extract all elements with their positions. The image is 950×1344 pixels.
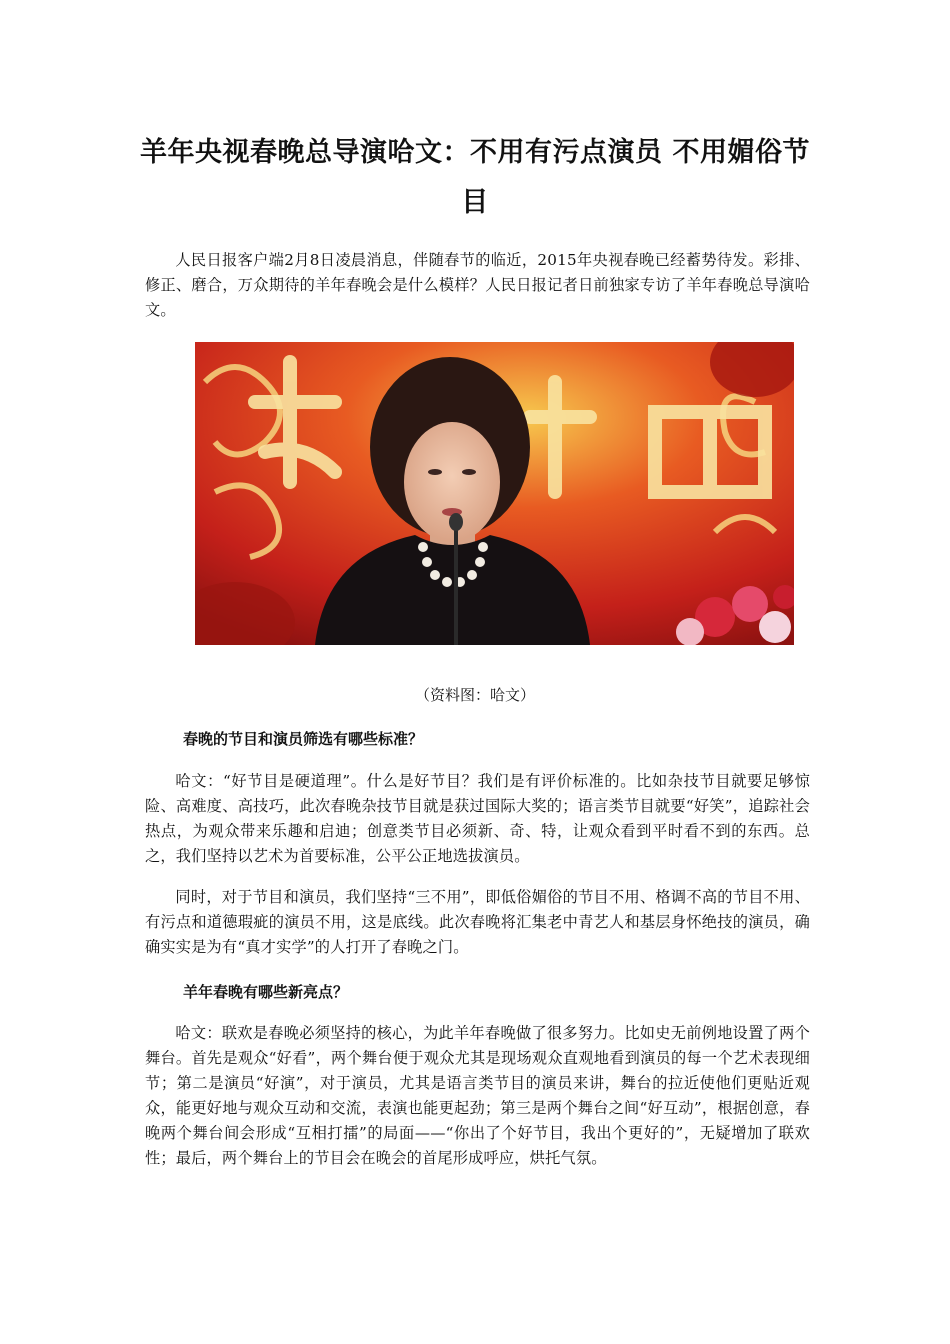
question-heading-2: 羊年春晚有哪些新亮点？	[183, 983, 349, 1001]
photo-illustration	[195, 342, 794, 645]
article-photo	[195, 342, 794, 645]
article-title: 羊年央视春晚总导演哈文：不用有污点演员 不用媚俗节目	[140, 137, 810, 218]
question-heading-1: 春晚的节目和演员筛选有哪些标准？	[183, 730, 424, 748]
answer-paragraph-1b: 同时，对于节目和演员，我们坚持“三不用”，即低俗媚俗的节目不用、格调不高的节目不用、有污点和道德瑕疵的演员不用，这是底线。此次春晚将汇集老中青艺人和基层身怀绝技的演员，确确实实是为有“真才实学”的人打开了春晚之门。	[145, 888, 810, 956]
intro-paragraph: 人民日报客户端2月8日凌晨消息，伴随春节的临近，2015年央视春晚已经蓄势待发。彩排、修正、磨合，万众期待的羊年春晚会是什么模样？人民日报记者日前独家专访了羊年春晚总导演哈文。	[145, 251, 810, 319]
answer-paragraph-1a: 哈文：“好节目是硬道理”。什么是好节目？我们是有评价标准的。比如杂技节目就要足够惊险、高难度、高技巧，此次春晚杂技节目就是获过国际大奖的；语言类节目就要“好笑”，追踪社会热点，为观众带来乐趣和启迪；创意类节目必须新、奇、特，让观众看到平时看不到的东西。总之，我们坚持以艺术为首要标准，公平公正地选拔演员。	[145, 772, 810, 865]
photo-caption: （资料图：哈文）	[414, 686, 535, 704]
answer-paragraph-2: 哈文：联欢是春晚必须坚持的核心，为此羊年春晚做了很多努力。比如史无前例地设置了两个舞台。首先是观众“好看”，两个舞台便于观众尤其是现场观众直观地看到演员的每一个艺术表现细节；第二是演员“好演”，对于演员，尤其是语言类节目的演员来讲，舞台的拉近使他们更贴近观众，能更好地与观众互动和交流，表演也能更起劲；第三是两个舞台之间“好互动”，根据创意，春晚两个舞台间会形成“互相打擂”的局面——“你出了个好节目，我出个更好的”，无疑增加了联欢性；最后，两个舞台上的节目会在晚会的首尾形成呼应，烘托气氛。	[145, 1024, 810, 1167]
